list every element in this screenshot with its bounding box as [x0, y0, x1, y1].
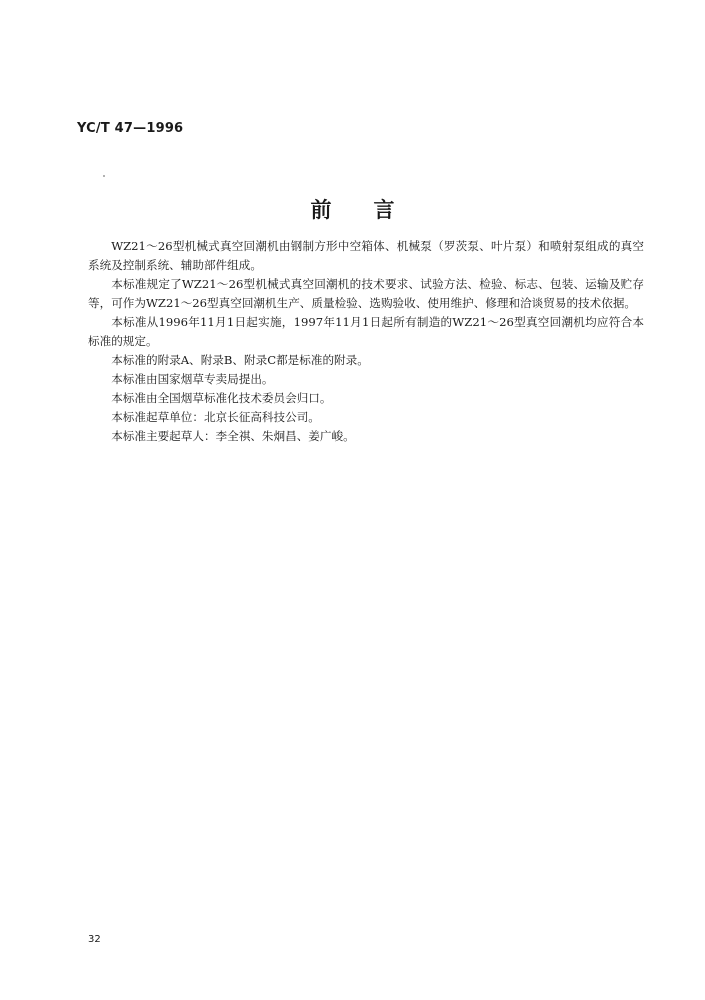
paragraph: 本标准从1996年11月1日起实施，1997年11月1日起所有制造的WZ21～26型真空回潮机均应符合本标准的规定。	[88, 315, 644, 348]
standard-code: YC/T 47—1996	[77, 121, 184, 136]
paragraph: WZ21～26型机械式真空回潮机由钢制方形中空箱体、机械泵（罗茨泵、叶片泵）和喷射泵组成的真空系统及控制系统、辅助部件组成。	[88, 239, 644, 272]
scan-speck	[103, 175, 105, 177]
page-number: 32	[88, 934, 101, 945]
paragraph: 本标准由全国烟草标准化技术委员会归口。	[111, 391, 332, 405]
paragraph: 本标准起草单位：北京长征高科技公司。	[111, 410, 320, 424]
paragraph: 本标准规定了WZ21～26型机械式真空回潮机的技术要求、试验方法、检验、标志、包装、运输及贮存等，可作为WZ21～26型真空回潮机生产、质量检验、选购验收、使用维护、修理和洽谈贸易的技术依据。	[88, 277, 644, 310]
paragraph: 本标准由国家烟草专卖局提出。	[111, 372, 274, 386]
paragraph: 本标准主要起草人：李全祺、朱炯昌、姜广峻。	[111, 429, 355, 443]
paragraph: 本标准的附录A、附录B、附录C都是标准的附录。	[111, 353, 369, 367]
foreword-body	[88, 237, 644, 446]
page-title: 前言	[310, 198, 437, 222]
